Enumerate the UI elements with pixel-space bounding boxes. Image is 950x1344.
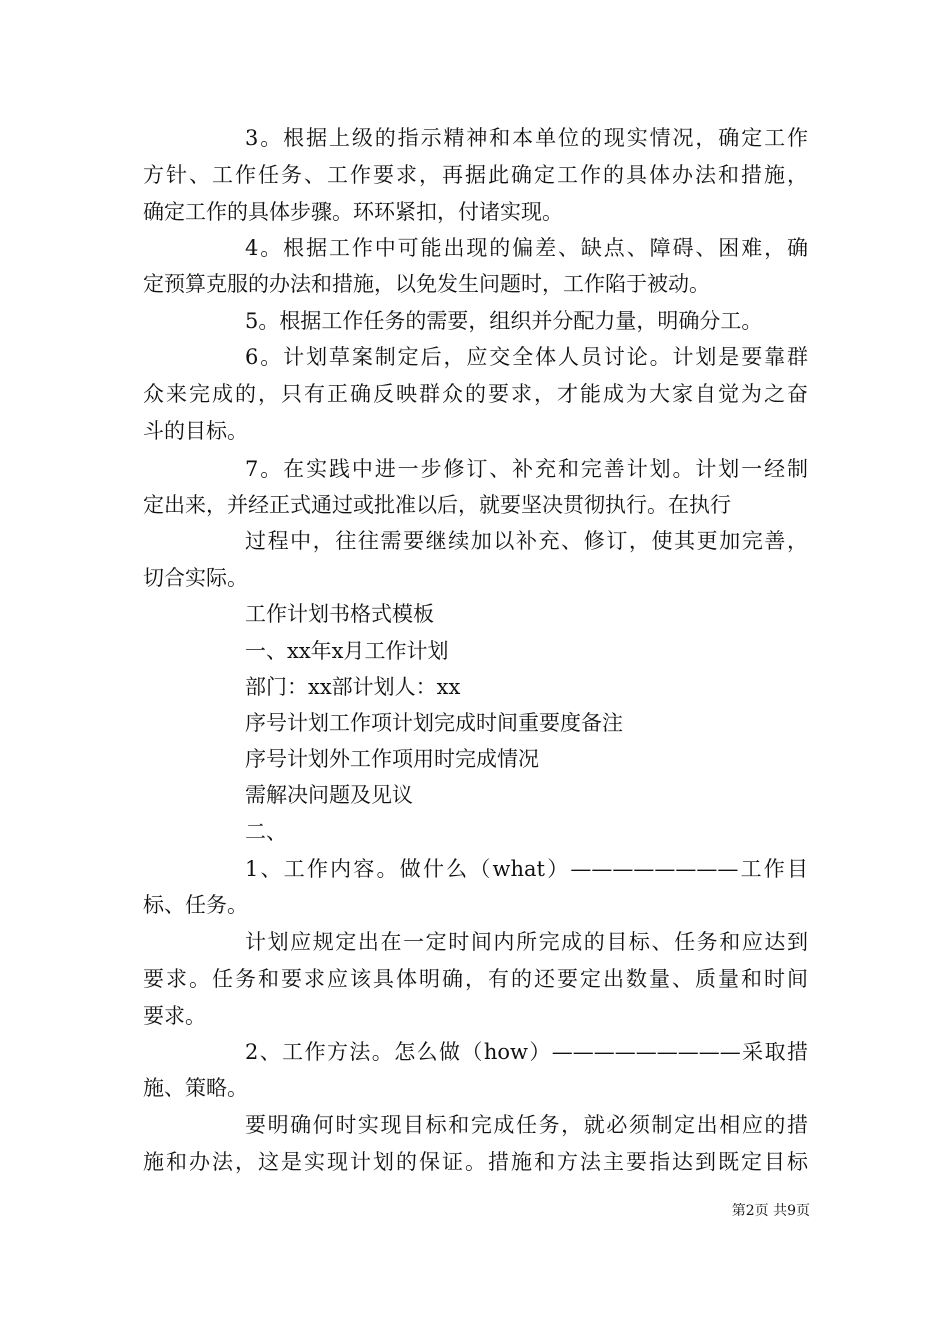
paragraph-line: 确定工作的具体步骤。环环紧扣，付诸实现。	[143, 200, 563, 224]
paragraph-line: 过程中，往往需要继续加以补充、修订，使其更加完善，	[245, 529, 808, 553]
paragraph-line: 方针、工作任务、工作要求，再据此确定工作的具体办法和措施，	[143, 163, 808, 187]
paragraph-line: 计划应规定出在一定时间内所完成的目标、任务和应达到	[245, 930, 808, 954]
section-heading: 二、	[245, 820, 287, 844]
paragraph-line: 要求。任务和要求应该具体明确，有的还要定出数量、质量和时间	[143, 967, 808, 991]
page-number: 第2页 共9页	[731, 1203, 810, 1219]
paragraph-line: 3。根据上级的指示精神和本单位的现实情况，确定工作	[245, 126, 808, 150]
paragraph-line: 7。在实践中进一步修订、补充和完善计划。计划一经制	[245, 457, 808, 481]
paragraph-line: 斗的目标。	[143, 419, 248, 443]
paragraph-line: 施和办法，这是实现计划的保证。措施和方法主要指达到既定目标	[143, 1150, 808, 1174]
paragraph-line: 标、任务。	[143, 893, 248, 917]
paragraph-line: 6。计划草案制定后，应交全体人员讨论。计划是要靠群	[245, 345, 808, 369]
department-line: 部门：xx部计划人：xx	[245, 675, 461, 699]
paragraph-line: 1、工作内容。做什么（what）————————工作目	[245, 857, 808, 881]
paragraph-line: 定出来，并经正式通过或批准以后，就要坚决贯彻执行。在执行	[143, 493, 731, 517]
paragraph-line: 2、工作方法。怎么做（how）—————————采取措	[245, 1040, 808, 1064]
paragraph-line: 施、策略。	[143, 1076, 248, 1100]
template-heading: 工作计划书格式模板	[245, 602, 434, 626]
table-header-line: 序号计划外工作项用时完成情况	[245, 747, 539, 771]
paragraph-line: 众来完成的，只有正确反映群众的要求，才能成为大家自觉为之奋	[143, 382, 808, 406]
issues-line: 需解决问题及见议	[245, 783, 413, 807]
section-heading: 一、xx年x月工作计划	[245, 639, 449, 663]
paragraph-line: 4。根据工作中可能出现的偏差、缺点、障碍、困难，确	[245, 236, 808, 260]
paragraph-line: 定预算克服的办法和措施，以免发生问题时，工作陷于被动。	[143, 272, 710, 296]
paragraph-line: 切合实际。	[143, 566, 248, 590]
table-header-line: 序号计划工作项计划完成时间重要度备注	[245, 711, 623, 735]
paragraph-line: 要明确何时实现目标和完成任务，就必须制定出相应的措	[245, 1113, 808, 1137]
paragraph-line: 5。根据工作任务的需要，组织并分配力量，明确分工。	[245, 309, 763, 333]
paragraph-line: 要求。	[143, 1004, 206, 1028]
